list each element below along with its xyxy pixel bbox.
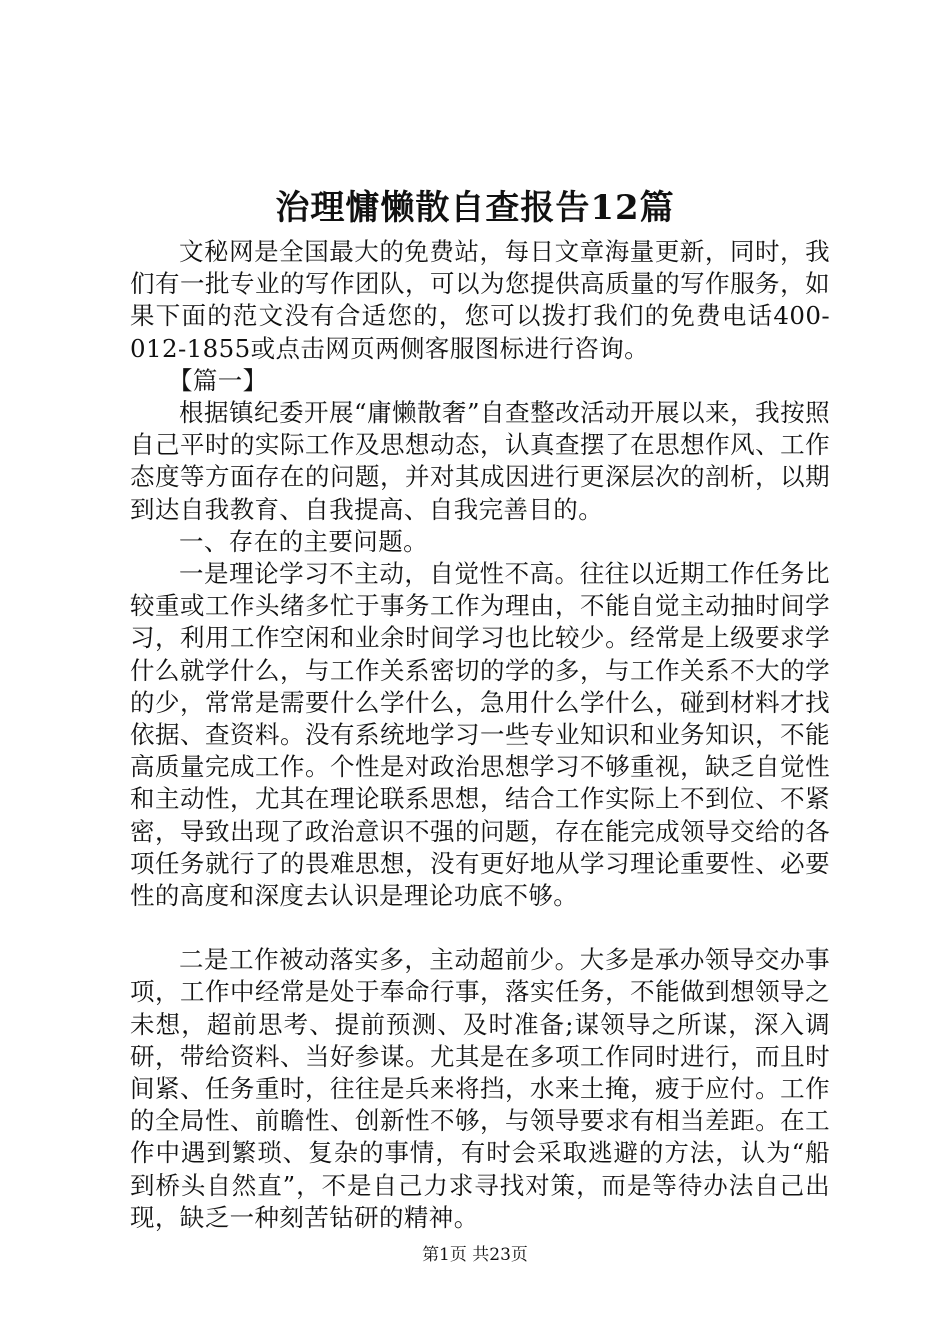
document-body — [130, 236, 830, 1234]
document-title: 治理慵懒散自查报告12篇 — [275, 188, 675, 228]
section-heading: 一、存在的主要问题。 — [179, 526, 428, 556]
paragraph-1: 根据镇纪委开展“庸懒散奢”自查整改活动开展以来，我按照自己平时的实际工作及思想动态，认真查摆了在思想作风、工作态度等方面存在的问题，并对其成因进行更深层次的剖析，以期到达自我教育、自我提高、自我完善目的。 — [130, 398, 830, 524]
paragraph-3: 二是工作被动落实多，主动超前少。大多是承办领导交办事项，工作中经常是处于奉命行事，落实任务，不能做到想领导之未想，超前思考、提前预测、及时准备;谋领导之所谋，深入调研，带给资料、当好参谋。尤其是在多项工作同时进行，而且时间紧、任务重时，往往是兵来将挡，水来土掩，疲于应付。工作的全局性、前瞻性、创新性不够，与领导要求有相当差距。在工作中遇到繁琐、复杂的事情，有时会采取逃避的方法，认为“船到桥头自然直”，不是自己力求寻找对策，而是等待办法自己出现，缺乏一种刻苦钻研的精神。 — [130, 945, 830, 1232]
paragraph-2: 一是理论学习不主动，自觉性不高。往往以近期工作任务比较重或工作头绪多忙于事务工作为理由，不能自觉主动抽时间学习，利用工作空闲和业余时间学习也比较少。经常是上级要求学什么就学什么，与工作关系密切的学的多，与工作关系不大的学的少，常常是需要什么学什么，急用什么学什么，碰到材料才找依据、查资料。没有系统地学习一些专业知识和业务知识，不能高质量完成工作。个性是对政治思想学习不够重视，缺乏自觉性和主动性，尤其在理论联系思想，结合工作实际上不到位、不紧密，导致出现了政治意识不强的问题，存在能完成领导交给的各项任务就行了的畏难思想，没有更好地从学习理论重要性、必要性的高度和深度去认识是理论功底不够。 — [130, 559, 830, 911]
page-indicator: 第1页 共23页 — [422, 1245, 528, 1265]
intro-paragraph: 文秘网是全国最大的免费站，每日文章海量更新，同时，我们有一批专业的写作团队，可以为您提供高质量的写作服务，如果下面的范文没有合适您的，您可以拨打我们的免费电话400-012-1855或点击网页两侧客服图标进行咨询。 — [130, 237, 830, 363]
section-label: 【篇一】 — [167, 365, 268, 395]
